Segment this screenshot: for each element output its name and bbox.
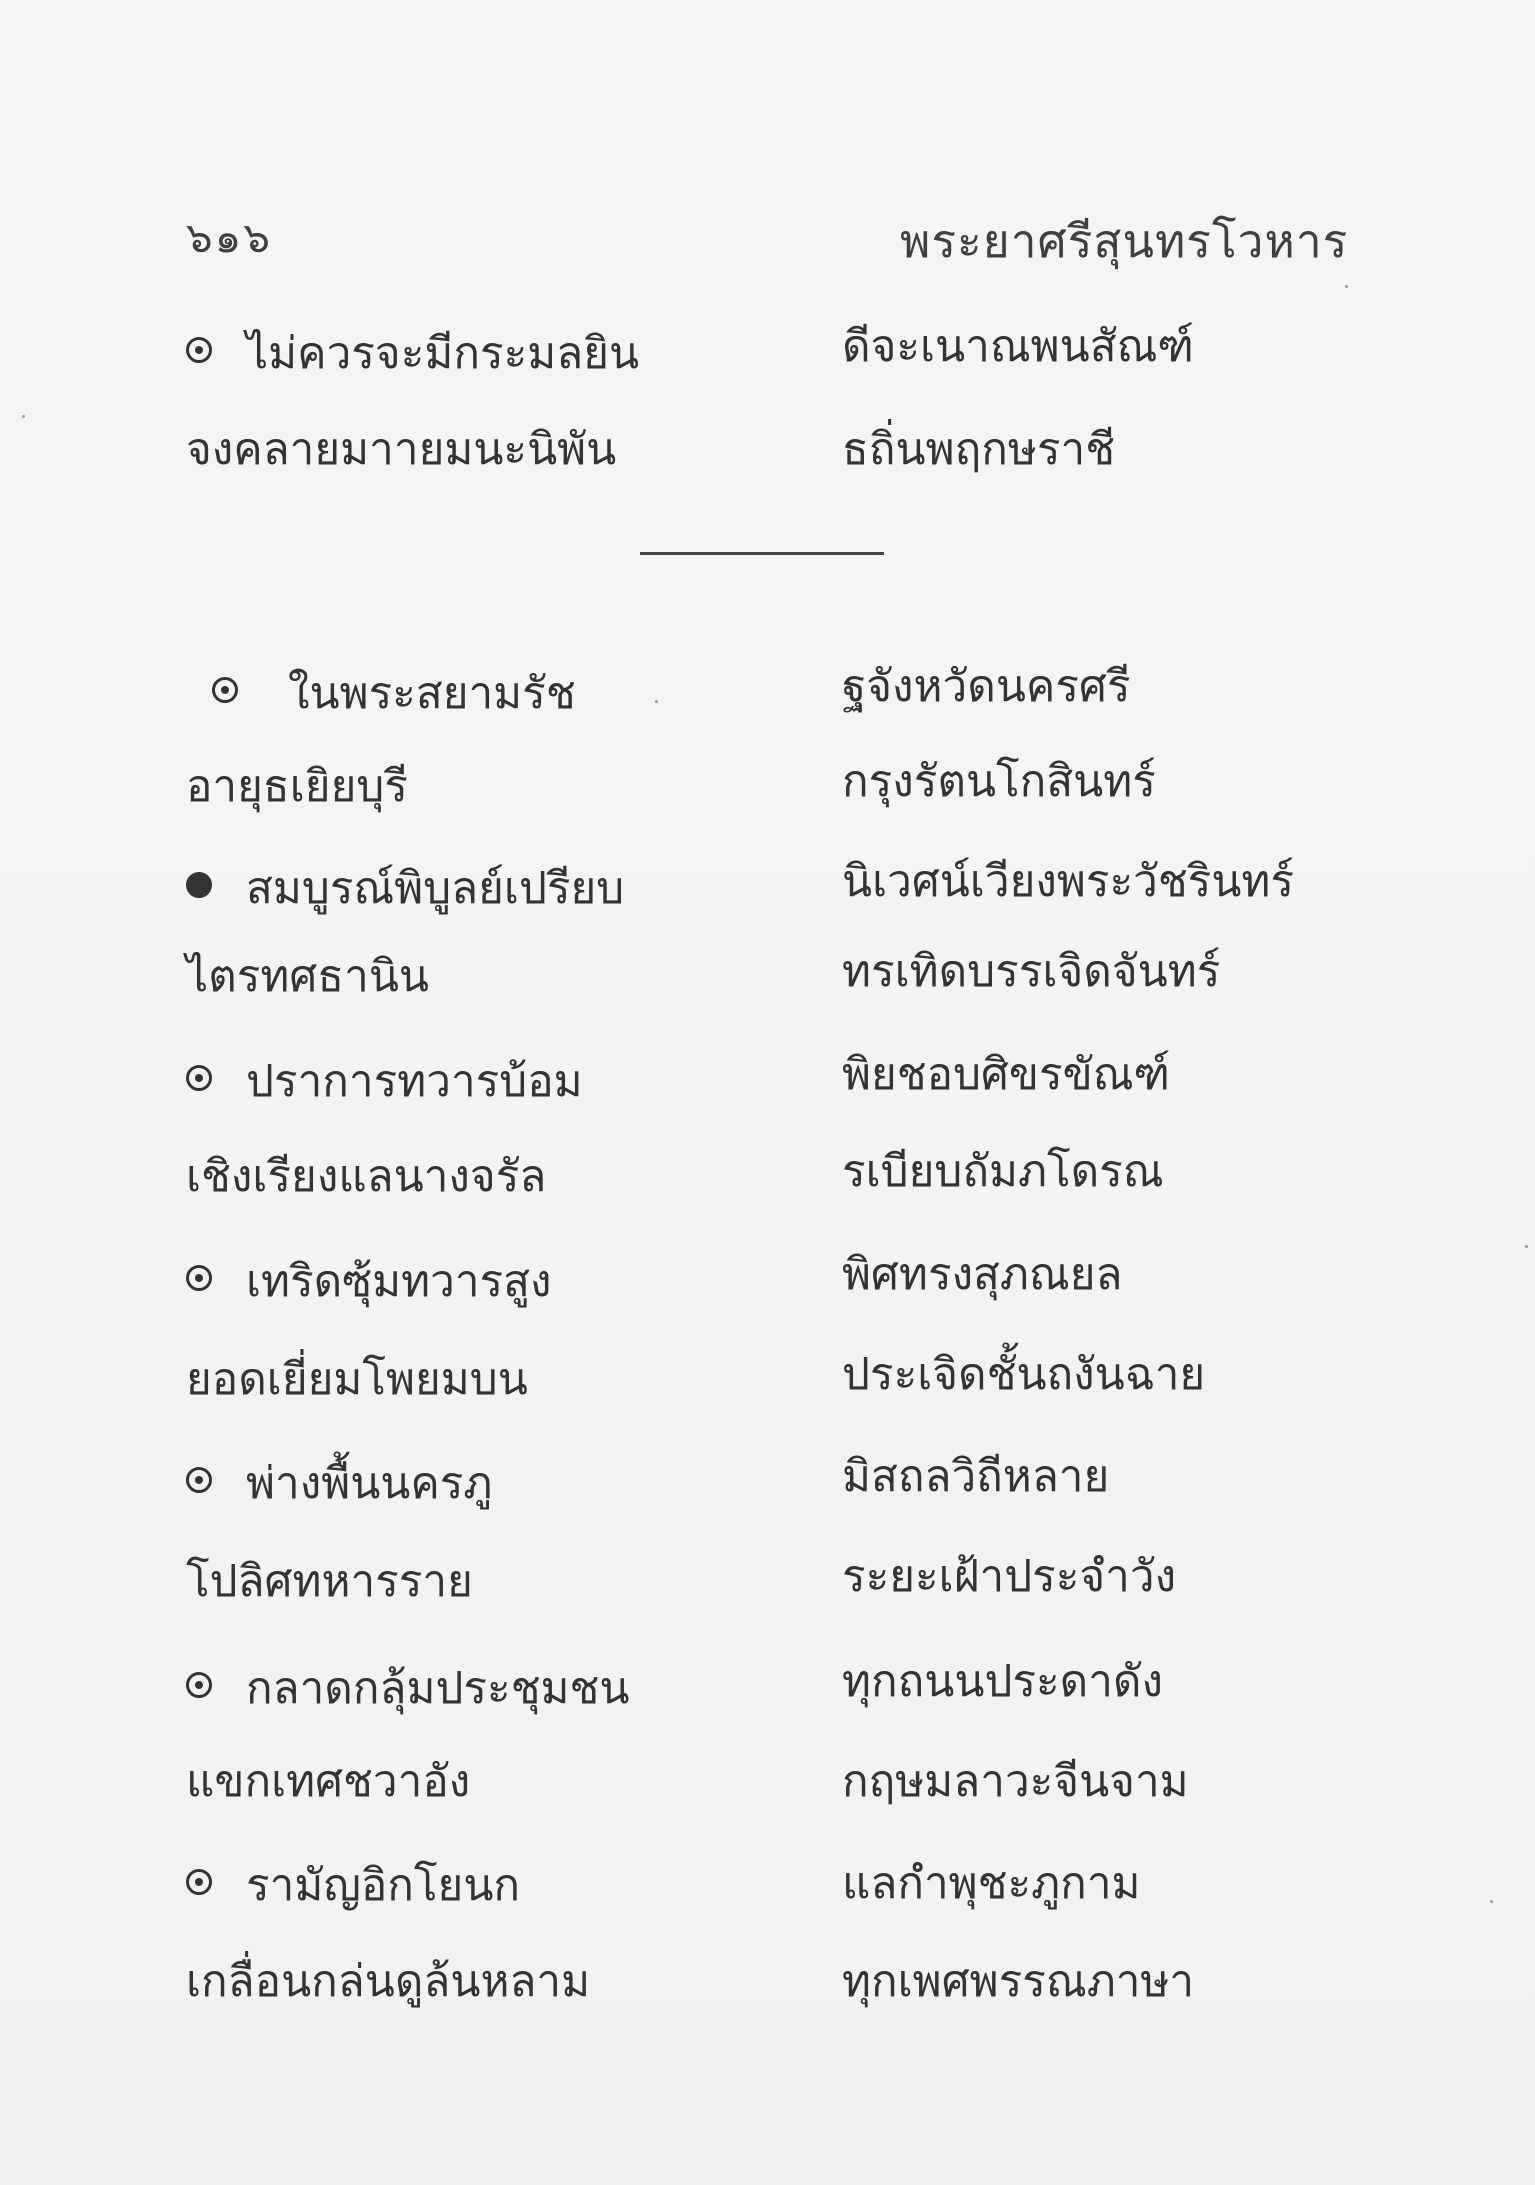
paper-speck bbox=[1345, 285, 1348, 288]
verse-right: แลกำพุชะภูกาม bbox=[842, 1858, 1141, 1909]
section-divider bbox=[640, 552, 884, 555]
verse-left: ไม่ควรจะมีกระมลยิน bbox=[246, 328, 640, 379]
verse-left: ยอดเยี่ยมโพยมบน bbox=[186, 1354, 528, 1405]
verse-right: มิสถลวิถีหลาย bbox=[842, 1451, 1110, 1502]
page-number: ๖๑๖ bbox=[186, 213, 272, 262]
verse-line bbox=[186, 1256, 552, 1307]
stanza-marker-icon bbox=[186, 1467, 212, 1493]
verse-left: อายุธเยิยบุรี bbox=[186, 761, 408, 812]
verse-right: ธถิ่นพฤกษราชี bbox=[842, 424, 1116, 475]
verse-right: กฤษมลาวะจีนจาม bbox=[842, 1756, 1189, 1807]
verse-right: ฐจังหวัดนครศรี bbox=[842, 661, 1131, 712]
verse-right: กรุงรัตนโกสินทร์ bbox=[842, 756, 1156, 807]
stanza-marker-icon bbox=[186, 1265, 212, 1291]
verse-line bbox=[186, 1458, 493, 1509]
verse-left: ในพระสยามรัช bbox=[288, 668, 576, 719]
verse-right: นิเวศน์เวียงพระวัชรินทร์ bbox=[842, 856, 1295, 907]
verse-right: ดีจะเนาณพนสัณฑ์ bbox=[842, 321, 1194, 372]
verse-left: พ่างพื้นนครภู bbox=[246, 1458, 493, 1509]
verse-right: ทุกเพศพรรณภาษา bbox=[842, 1956, 1195, 2007]
verse-left: ปราการทวารบ้อม bbox=[246, 1056, 583, 1107]
stanza-marker-icon bbox=[186, 872, 212, 898]
verse-left: สมบูรณ์พิบูลย์เปรียบ bbox=[246, 863, 625, 914]
stanza-marker-icon bbox=[186, 337, 212, 363]
verse-right: ทุกถนนประดาดัง bbox=[842, 1656, 1163, 1707]
verse-right: ทรเทิดบรรเจิดจันทร์ bbox=[842, 946, 1221, 997]
verse-right: พิยชอบศิขรขัณฑ์ bbox=[842, 1049, 1171, 1100]
verse-left: ไตรทศธานิน bbox=[186, 951, 429, 1002]
verse-right: รเบียบถัมภโดรณ bbox=[842, 1146, 1164, 1197]
verse-left: จงคลายมาายมนะนิพัน bbox=[186, 424, 617, 475]
verse-right: ประเจิดชั้นถงันฉาย bbox=[842, 1349, 1206, 1400]
verse-left: โปลิศทหารราย bbox=[186, 1556, 473, 1607]
stanza-marker-icon bbox=[212, 677, 238, 703]
verse-left: เชิงเรียงแลนางจรัล bbox=[186, 1151, 547, 1202]
verse-left: กลาดกลุ้มประชุมชน bbox=[246, 1663, 630, 1714]
verse-line bbox=[186, 328, 640, 379]
verse-right: ระยะเฝ้าประจำวัง bbox=[842, 1551, 1177, 1602]
verse-line bbox=[186, 1860, 521, 1911]
stanza-marker-icon bbox=[186, 1065, 212, 1091]
verse-left: รามัญอิกโยนก bbox=[246, 1860, 521, 1911]
verse-line bbox=[186, 1056, 583, 1107]
paper-speck bbox=[1490, 1900, 1493, 1903]
verse-right: พิศทรงสุภณยล bbox=[842, 1249, 1123, 1300]
paper-speck bbox=[1525, 1245, 1528, 1248]
running-head: พระยาศรีสุนทรโวหาร bbox=[900, 214, 1349, 268]
stanza-marker-icon bbox=[186, 1869, 212, 1895]
verse-line bbox=[186, 1663, 630, 1714]
paper-speck bbox=[22, 415, 25, 418]
verse-line bbox=[186, 863, 625, 914]
stanza-marker-icon bbox=[186, 1672, 212, 1698]
verse-left: เกลื่อนกล่นดูล้นหลาม bbox=[186, 1956, 591, 2007]
verse-left: เทริดซุ้มทวารสูง bbox=[246, 1256, 552, 1307]
verse-line bbox=[186, 668, 576, 719]
verse-left: แขกเทศชวาอัง bbox=[186, 1756, 471, 1807]
paper-speck bbox=[655, 700, 658, 703]
